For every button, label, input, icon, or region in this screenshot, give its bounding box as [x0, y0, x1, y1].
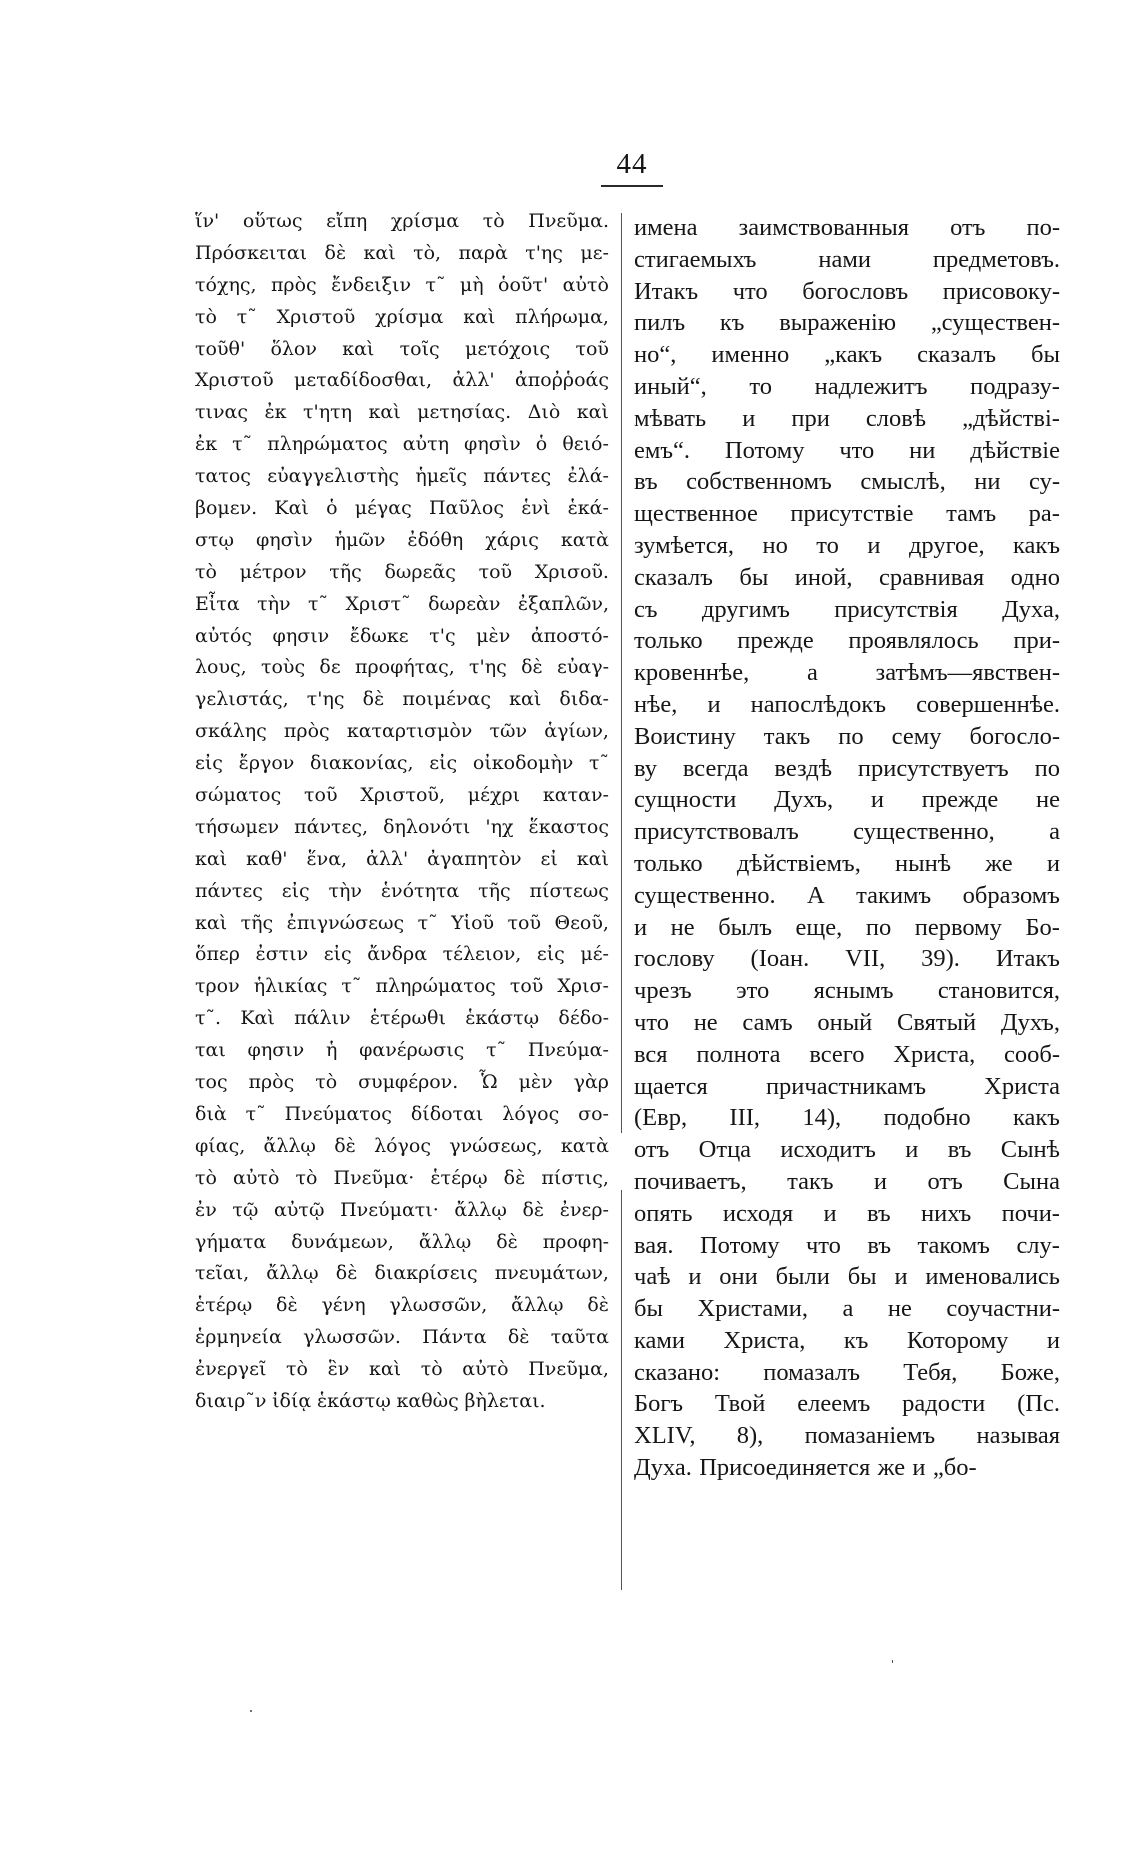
greek-text-line: τινας ἐκ τ'ητη καὶ μετησίας. Διὸ καὶ — [195, 401, 609, 424]
page-number: 44 — [616, 148, 648, 180]
russian-text-line: XLIV, 8), помазанiемъ называя — [634, 1422, 1060, 1450]
page-number-underline — [601, 185, 663, 187]
greek-text-line: Χριστοῦ μεταδίδοσθαι, ἀλλ' ἀποῤῥοάς — [195, 369, 609, 392]
greek-text-line: διὰ τ˜ Πνεύματος δίδοται λόγος σο- — [195, 1102, 609, 1125]
paper-speck — [892, 1660, 893, 1663]
greek-text-line: Πρόσκειται δὲ καὶ τὸ, παρὰ τ'ης με- — [195, 241, 609, 264]
greek-text-line: στῳ φησὶν ἡμῶν ἐδόθη χάρις κατὰ — [195, 528, 609, 551]
russian-text-line: бы Христами, а не соучастни- — [634, 1295, 1060, 1323]
greek-text-line: φίας, ἄλλῳ δὲ λόγος γνώσεως, κατὰ — [195, 1134, 609, 1157]
russian-text-line: сущности Духъ, и прежде не — [634, 786, 1060, 814]
russian-text-line: сказано: помазалъ Тебя, Боже, — [634, 1358, 1060, 1386]
russian-text-line: существенно. А такимъ образомъ — [634, 881, 1060, 909]
russian-text-line: Воистину такъ по сему богосло- — [634, 722, 1060, 750]
greek-text-line: καὶ καθ' ἕνα, ἀλλ' ἀγαπητὸν εἰ καὶ — [195, 847, 609, 870]
russian-text-line: Богъ Твой елеемъ радости (Пс. — [634, 1390, 1060, 1418]
russian-text-line: что не самъ оный Святый Духъ, — [634, 1008, 1060, 1036]
russian-text-line: ками Христа, къ Которому и — [634, 1326, 1060, 1354]
russian-text-line: стигаемыхъ нами предметовъ. — [634, 245, 1060, 273]
russian-text-line: чрезъ это яснымъ становится, — [634, 977, 1060, 1005]
greek-text-line: τρον ἡλικίας τ˜ πληρώματος τοῦ Χρισ- — [195, 975, 609, 998]
greek-text-line: ἵν' οὕτως εἴπη χρίσμα τὸ Πνεῦμα. — [195, 210, 609, 232]
russian-text-line: опять исходя и въ нихъ почи- — [634, 1199, 1060, 1227]
column-divider — [621, 213, 622, 1133]
greek-text-line: βομεν. Καὶ ὁ μέγας Παῦλος ἑνὶ ἑκά- — [195, 497, 609, 520]
greek-text-line: ἐκ τ˜ πληρώματος αὐτη φησὶν ὁ θειό- — [195, 433, 609, 456]
russian-text-line: щественное присутствiе тамъ ра- — [634, 500, 1060, 528]
russian-text-line: пилъ къ выраженію „существен- — [634, 309, 1060, 337]
greek-text-line: Εἶτα τὴν τ˜ Χριστ˜ δωρεὰν ἐξαπλῶν, — [195, 592, 609, 615]
greek-text-line: λους, τοὺς δε προφήτας, τ'ης δὲ εὐαγ- — [195, 656, 609, 679]
paper-speck — [250, 1710, 252, 1712]
russian-text-line: Итакъ что богословъ присовоку- — [634, 277, 1060, 305]
column-divider-lower — [621, 1190, 622, 1590]
russian-text-line: сказалъ бы иной, сравнивая одно — [634, 563, 1060, 591]
greek-text-line: ἐνεργεῖ τὸ ἓν καὶ τὸ αὐτὸ Πνεῦμα, — [195, 1358, 609, 1381]
russian-text-column — [634, 212, 1060, 1484]
russian-text-line: съ другимъ присутствiя Духа, — [634, 595, 1060, 623]
russian-text-line: кровеннѣе, а затѣмъ—явствен- — [634, 659, 1060, 687]
russian-text-line: вая. Потому что въ такомъ слу- — [634, 1231, 1060, 1259]
greek-text-line: τήσωμεν πάντες, δηλονότι 'ηχ ἕκαστος — [195, 815, 609, 838]
russian-text-line: мѣвать и при словѣ „дѣйствi- — [634, 404, 1060, 432]
greek-text-line: σκάλης πρὸς καταρτισμὸν τῶν ἁγίων, — [195, 720, 609, 743]
russian-text-line: въ собственномъ смыслѣ, ни су- — [634, 468, 1060, 496]
greek-text-line: τὸ αὐτὸ τὸ Πνεῦμα· ἑτέρῳ δὲ πίστις, — [195, 1166, 609, 1189]
russian-text-line: и не былъ еще, по первому Бо- — [634, 913, 1060, 941]
russian-text-line: имена заимствованныя отъ по- — [634, 214, 1060, 241]
russian-text-line: только дѣйствiемъ, нынѣ же и — [634, 849, 1060, 877]
greek-text-line: ἑρμηνεία γλωσσῶν. Πάντα δὲ ταῦτα — [195, 1326, 609, 1349]
russian-text-line: щается причастникамъ Христа — [634, 1072, 1060, 1100]
greek-text-line: καὶ τῆς ἐπιγνώσεως τ˜ Υἱοῦ τοῦ Θεοῦ, — [195, 911, 609, 934]
greek-text-line: ται φησιν ἡ φανέρωσις τ˜ Πνεύμα- — [195, 1039, 609, 1062]
greek-text-line: τοῦθ' ὅλον καὶ τοῖς μετόχοις τοῦ — [195, 337, 609, 360]
russian-text-line: (Евр, III, 14), подобно какъ — [634, 1104, 1060, 1132]
greek-text-line: τατος εὐαγγελιστὴς ἡμεῖς πάντες ἐλά- — [195, 465, 609, 488]
greek-text-line: ἑτέρῳ δὲ γένη γλωσσῶν, ἄλλῳ δὲ — [195, 1294, 609, 1317]
russian-text-line: гослову (Іоан. VII, 39). Итакъ — [634, 945, 1060, 973]
greek-text-line: γελιστάς, τ'ης δὲ ποιμένας καὶ διδα- — [195, 688, 609, 711]
greek-text-line: αὐτός φησιν ἔδωκε τ'ς μὲν ἀποστό- — [195, 624, 609, 647]
russian-text-line: присутствовалъ существенно, а — [634, 818, 1060, 846]
russian-text-line: чаѣ и они были бы и именовались — [634, 1263, 1060, 1291]
russian-text-line: иный“, то надлежитъ подразу- — [634, 372, 1060, 400]
russian-text-line: но“, именно „какъ сказалъ бы — [634, 341, 1060, 369]
greek-text-line: τόχης, πρὸς ἔνδειξιν τ˜ μὴ ὁοῦτ' αὐτὸ — [195, 273, 609, 296]
russian-text-line: Духа. Присоединяется же и „бо- — [634, 1454, 977, 1482]
greek-text-line: τ˜. Καὶ πάλιν ἑτέρωθι ἑκάστῳ δέδο- — [195, 1007, 609, 1030]
russian-text-line: ву всегда вездѣ присутствуетъ по — [634, 754, 1060, 782]
greek-text-line: τὸ μέτρον τῆς δωρεᾶς τοῦ Χρισοῦ. — [195, 560, 609, 583]
greek-text-line: πάντες εἰς τὴν ἑνότητα τῆς πίστεως — [195, 879, 609, 902]
greek-text-line: γήματα δυνάμεων, ἄλλῳ δὲ προφη- — [195, 1230, 609, 1253]
russian-text-line: отъ Отца исходитъ и въ Сынѣ — [634, 1136, 1060, 1164]
russian-text-line: вся полнота всего Христа, сооб- — [634, 1040, 1060, 1068]
greek-text-column — [195, 206, 609, 1418]
russian-text-line: зумѣется, но то и другое, какъ — [634, 531, 1060, 559]
greek-text-line: τος πρὸς τὸ συμφέρον. Ὧ μὲν γὰρ — [195, 1071, 609, 1094]
russian-text-line: емъ“. Потому что ни дѣйствiе — [634, 436, 1060, 464]
greek-text-line: διαιρ˜ν ἰδίᾳ ἑκάστῳ καθὼς βὴλεται. — [195, 1389, 546, 1412]
greek-text-line: τὸ τ˜ Χριστοῦ χρίσμα καὶ πλήρωμα, — [195, 305, 609, 328]
greek-text-line: σώματος τοῦ Χριστοῦ, μέχρι καταν- — [195, 784, 609, 807]
russian-text-line: почиваетъ, такъ и отъ Сына — [634, 1167, 1060, 1195]
greek-text-line: ἐν τῷ αὐτῷ Πνεύματι· ἄλλῳ δὲ ἐνερ- — [195, 1198, 609, 1221]
greek-text-line: ὅπερ ἐστιν εἰς ἄνδρα τέλειον, εἰς μέ- — [195, 943, 609, 966]
russian-text-line: только прежде проявлялось при- — [634, 627, 1060, 655]
greek-text-line: εἰς ἔργον διακονίας, εἰς οἰκοδομὴν τ˜ — [195, 752, 609, 775]
russian-text-line: нѣе, и напослѣдокъ совершеннѣе. — [634, 690, 1060, 718]
greek-text-line: τεῖαι, ἄλλῳ δὲ διακρίσεις πνευμάτων, — [195, 1262, 609, 1285]
